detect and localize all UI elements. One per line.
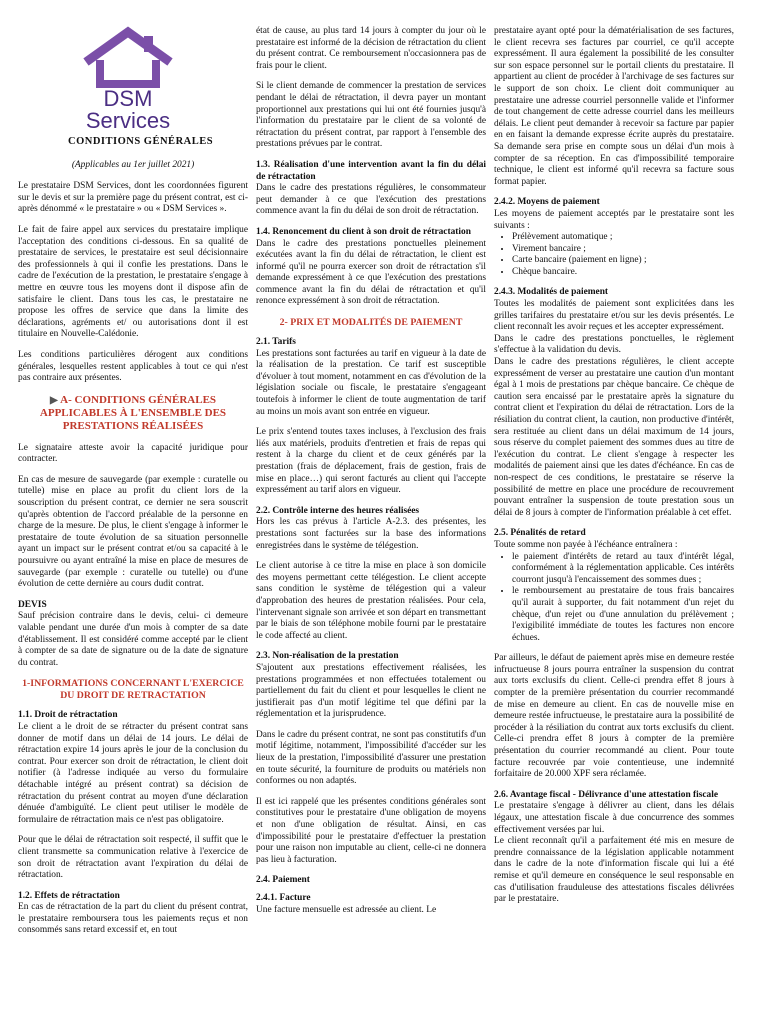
paragraph-2-5b: Par ailleurs, le défaut de paiement après mise en demeure restée infructueuse 8 jours pourra entraîner la suspension du contrat aux torts exclusifs du client. Celle-ci prendra effet 8 jours à compter de la première présentation du courrier recommandé de mise en demeure au client. En cas de nouvelle mise en demeure restée infructueuse, le prestataire aura la possibilité de procéder à la résiliation du contrat aux torts exclusifs du client. Celle-ci prendra effet 8 jours à compter de la première présentation du courrier recommandé au client. Pour toute facture recouvrée par voie contentieuse, une indemnité forfaitaire de 20.000 XPF sera réclamée. [494, 653, 734, 780]
penalty-list [494, 552, 734, 645]
heading-2-4-1: 2.4.1. Facture [256, 893, 311, 903]
heading-2-1: 2.1. Tarifs [256, 337, 296, 348]
proportional-paragraph: Si le client demande de commencer la prestation de services pendant le délai de rétractation, il devra payer un montant proportionnel aux prestations qui lui ont été fournies jusqu'à l'information du prestataire par le client de sa volonté de rétractation du présent contrat, par rapport à l'ensemble des prestations prévues par le contrat. [256, 81, 486, 150]
services-paragraph: Le fait de faire appel aux services du prestataire implique l'acceptation des conditions ci-dessous. En sa qualité de prestataire de services, le prestataire est seul décisionnaire des professionnels à qui il confie les prestations. Dans le cadre de l'exécution de la prestation, le prestataire s'engage à mettre en œuvre tous les moyens dont il dispose afin de satisfaire le client. Dans tous les cas, le prestataire ne propose les offres de service que dans la limite des déclarations, agréments et/ ou autorisations dont il est titulaire en Nouvelle-Calédonie. [18, 224, 248, 340]
paragraph-1-4: Dans le cadre des prestations ponctuelles pleinement exécutées avant la fin du délai de rétractation, le client est informé qu'il ne pourra exercer son droit de rétractation s'il demande expressément à ce que l'exécution des prestations commence avant la fin du délai de rétractation et qu'il renonce expressément à son droit de rétractation. [256, 238, 486, 307]
paragraph-2-4-3: Toutes les modalités de paiement sont explicitées dans les grilles tarifaires du prestataire et/ou sur les devis présentés. Le client reconnaît les avoir reçues et les accepter expressément. [494, 299, 734, 333]
list-item: • Chèque bancaire. [512, 267, 734, 279]
payment-means-paragraph: Les moyens de paiement acceptés par le prestataire sont les suivants : [494, 208, 734, 231]
section-2-heading: 2- PRIX ET MODALITÉS DE PAIEMENT [279, 317, 463, 329]
heading-1-1: 1.1. Droit de rétractation [18, 710, 118, 721]
list-item: • le remboursement au prestataire de tous frais bancaires qu'il aurait à supporter, du fait notamment d'un rejet du chèque, d'un rejet ou d'une annulation du prélèvement ; l'exigibilité immédiate de toutes les factures non encore échues. [512, 586, 734, 644]
paragraph-2-4-3b: Dans le cadre des prestations ponctuelles, le règlement s'effectue à la validation du devis. [494, 333, 734, 356]
paragraph-1-3: Dans le cadre des prestations régulières, le consommateur peut demander à ce que l'exécution des prestations commence avant la fin du délai de son droit de rétractation. [256, 183, 486, 217]
list-item: • Prélèvement automatique ; [512, 232, 734, 244]
heading-1-4: 1.4. Renoncement du client à son droit de rétractation [256, 226, 471, 237]
paragraph-2-2: Hors les cas prévus à l'article A-2.3. des présentes, les prestations sont facturées sur la base des informations enregistrées dans le système de télégestion. [256, 517, 486, 551]
paragraph-2-1b: Le prix s'entend toutes taxes incluses, à l'exclusion des frais liés aux matériels, produits d'entretien et frais de repas qui restent à la charge du client et de ceux générés par la prestation (frais de déplacement, frais de gestion, frais de mise en place…) qui seront facturés au client qui l'accepte expressément au tarif alors en vigueur. [256, 427, 486, 496]
section-a-heading: ▶ A- CONDITIONS GÉNÉRALES APPLICABLES À L'ENSEMBLE DES PRESTATIONS RÉALISÉES [39, 393, 227, 432]
paragraph-2-4-3c: Dans le cadre des prestations régulières, le client accepte expressément de verser au prestataire une caution d'un montant égal à 1 mois de prestations par chèque bancaire. Ce chèque de caution sera encaissé par le prestataire après la signature du contrat client et l'expiration du délai de rétractation. Lors de la résiliation du contrat client, la caution, non productive d'intérêt, sera restituée au client dans un délai maximum de 14 jours, sous réserve du complet paiement des sommes dues au titre de l'exécution du contrat. Le client s'engage à respecter les modalités de paiement ainsi que les dates d'échéance. En cas de non-respect de ces conditions, le prestataire se réserve la possibilité de mettre en place une procédure de recouvrement pouvant entraîner la suspension de toute prestation sous un délai de 8 jours à compter de l'information préalable à cet effet. [494, 357, 734, 518]
devis-heading: DEVIS [18, 599, 47, 610]
heading-1-2: 1.2. Effets de rétractation [18, 890, 120, 901]
invoice-paragraph: prestataire ayant opté pour la dématérialisation de ses factures, le client recevra ses factures par courriel, ce qu'il accepte expressément. Il aura également la possibilité de les consulter sur son espace personnel sur le portail clients du prestataire. Il appartient au client de procéder à l'archivage de ses factures sur le support de son choix. Le client doit communiquer au prestataire une adresse courriel personnelle valide et l'informer de tout changement de cette adresse courriel dans les meilleurs délais. Le client peut demander à recevoir sa facture par papier en en faisant la demande expresse écrite auprès du prestataire. Sa demande sera prise en compte sous un délai d'un mois à compter de sa réception. En cas d'impossibilité temporaire technique, le client est informé qu'il recevra sa facture sous format papier. [494, 26, 734, 187]
list-item: • Carte bancaire (paiement en ligne) ; [512, 255, 734, 267]
dsm-logo [58, 26, 198, 132]
column-1 [18, 26, 248, 946]
paragraph-2-6b: Le client reconnaît qu'il a parfaitement été mis en mesure de prendre connaissance de la législation applicable notamment dans le cadre de la note d'information fiscale qui lui a été remise et qu'il demeure en conséquence le seul responsable en cas d'utilisation frauduleuse des attestations fiscales délivrées par le prestataire. [494, 836, 734, 905]
payment-means-list [494, 232, 734, 278]
heading-2-3: 2.3. Non-réalisation de la prestation [256, 651, 399, 662]
paragraph-2-1: Les prestations sont facturées au tarif en vigueur à la date de la réalisation de la prestation. Ce tarif est susceptible d'évoluer à tout moment, notamment en cas d'évolution de la législation sociale ou fiscale, le prestataire s'engageant toutefois à informer le client de toute augmentation de tarif au moins un mois avant son entrée en vigueur. [256, 348, 486, 417]
heading-2-6: 2.6. Avantage fiscal - Délivrance d'une attestation fiscale [494, 789, 719, 800]
document-title: CONDITIONS GÉNÉRALES [68, 136, 214, 147]
paragraph-1-1b: Pour que le délai de rétractation soit respecté, il suffit que le client transmette sa communication relative à l'exercice de son droit de rétractation avant l'expiration du délai de rétractation. [18, 835, 248, 881]
intro-paragraph: Le prestataire DSM Services, dont les coordonnées figurent sur le devis et sur la première page du présent contrat, est ci-après dénommé « le prestataire » ou « DSM Services ». [18, 181, 248, 215]
list-item: • Virement bancaire ; [512, 244, 734, 256]
paragraph-2-3b: Dans le cadre du présent contrat, ne sont pas constitutifs d'un motif légitime, notamment, l'impossibilité d'accéder sur les lieux de la prestation, l'impossibilité d'assurer une prestation en toute sécurité, la fourniture de produits ou matériels non conformes ou non adaptés. [256, 729, 486, 787]
devis-paragraph: Sauf précision contraire dans le devis, celui- ci demeure valable pendant une durée d'un mois à compter de sa date d'établissement. Il est considéré comme accepté par le client à compter de sa date de signature ou de la date de signature du contrat. [18, 611, 248, 668]
heading-2-5: 2.5. Pénalités de retard [494, 528, 586, 539]
heading-2-4-2: 2.4.2. Moyens de paiement [494, 197, 600, 208]
conditions-paragraph: Les conditions particulières dérogent aux conditions générales, lesquelles restent applicables à tout ce qui n'est pas contraire aux présentes. [18, 349, 248, 384]
paragraph-1-2: En cas de rétractation de la part du client du présent contrat, le prestataire remboursera tous les paiements reçus et non consommés sans retard excessif et, en tout [18, 902, 248, 936]
section-1-heading: 1-INFORMATIONS CONCERNANT L'EXERCICE DU DROIT DE RETRACTATION [22, 678, 244, 702]
heading-1-3: 1.3. Réalisation d'une intervention avant la fin du délai de rétractation [256, 159, 486, 182]
column-2 [256, 26, 486, 925]
heading-2-2: 2.2. Contrôle interne des heures réalisées [256, 505, 420, 516]
house-logo-icon [80, 26, 176, 88]
paragraph-2-6: Le prestataire s'engage à délivrer au client, dans les délais légaux, une attestation fiscale à due concurrence des sommes effectivement versées par lui. [494, 801, 734, 835]
capacity-paragraph: Le signataire atteste avoir la capacité juridique pour contracter. [18, 442, 248, 465]
safeguard-paragraph: En cas de mesure de sauvegarde (par exemple : curatelle ou tutelle) mise en place au profit du client lors de la souscription du présent contrat, ce dernier ne sera souscrit qu'après obtention de l'accord préalable de la personne en charge de la mesure. De plus, le client s'engage à informer le prestataire de toute évolution de sa situation personnelle ayant un impact sur le présent contrat et/ou sa capacité à le poursuivre ou ayant entraîné la mise en place de mesures de sauvegarde (par exemple : curatelle ou tutelle) ou d'une évolution de cette dernière au cours dudit contrat. [18, 474, 248, 590]
list-item: • le paiement d'intérêts de retard au taux d'intérêt légal, conformément à la réglementation applicable. Ces intérêts courront jusqu'à l'encaissement des sommes dues ; [512, 552, 734, 587]
paragraph-2-3: S'ajoutent aux prestations effectivement réalisées, les prestations programmées et non effectuées totalement ou partiellement du fait du client et pour lesquelles le client ne justifierait pas d'un motif légitime tel que défini par la réglementation et la jurisprudence. [256, 662, 486, 720]
paragraph-2-5: Toute somme non payée à l'échéance entraînera : [494, 539, 678, 550]
refund-paragraph: état de cause, au plus tard 14 jours à compter du jour où le prestataire est informé de la décision de rétractation du client du présent contrat. Ce remboursement n'occasionnera pas de frais pour le client. [256, 26, 486, 71]
paragraph-2-4-1: Une facture mensuelle est adressée au client. Le [256, 904, 437, 915]
paragraph-1-1: Le client a le droit de se rétracter du présent contrat sans donner de motif dans un délai de 14 jours. Le délai de rétractation expire 14 jours après le jour de la conclusion du contrat. Pour exercer son droit de rétractation, le client doit notifier (à l'adresse indiquée au verso du formulaire détachable intégré au présent contrat) sa décision de rétractation du présent contrat au moyen d'une déclaration dénuée d'ambiguïté. Le client peut utiliser le modèle de formulaire de rétractation mais ce n'est pas obligatoire. [18, 721, 248, 825]
logo-brand-line1: DSM [103, 86, 153, 111]
column-3 [494, 26, 734, 915]
triangle-bullet-icon: ▶ [49, 394, 61, 406]
paragraph-2-2b: Le client autorise à ce titre la mise en place à son domicile des moyens permettant cette télégestion. Le client accepte sans condition le système de télégestion qui a valeur d'approbation des heures de prestation réalisées. Pour cela, l'intervenant signale son arrivée et son départ en transmettant par le biais de son téléphone mobile fourni par le prestataire le code affecté au client. [256, 561, 486, 641]
paragraph-2-3c: Il est ici rappelé que les présentes conditions générales sont constitutives pour le prestataire d'une obligation de moyens et non d'une obligation de résultat. Ainsi, en cas d'impossibilité pour le prestataire d'effectuer la prestation pour une raison non imputable au client, celle-ci ne donnera pas lieu à facturation. [256, 796, 486, 865]
heading-2-4: 2.4. Paiement [256, 875, 310, 886]
heading-2-4-3: 2.4.3. Modalités de paiement [494, 287, 609, 298]
applicable-date: (Applicables au 1er juillet 2021) [71, 159, 195, 170]
logo-brand-line2: Services [85, 108, 171, 133]
